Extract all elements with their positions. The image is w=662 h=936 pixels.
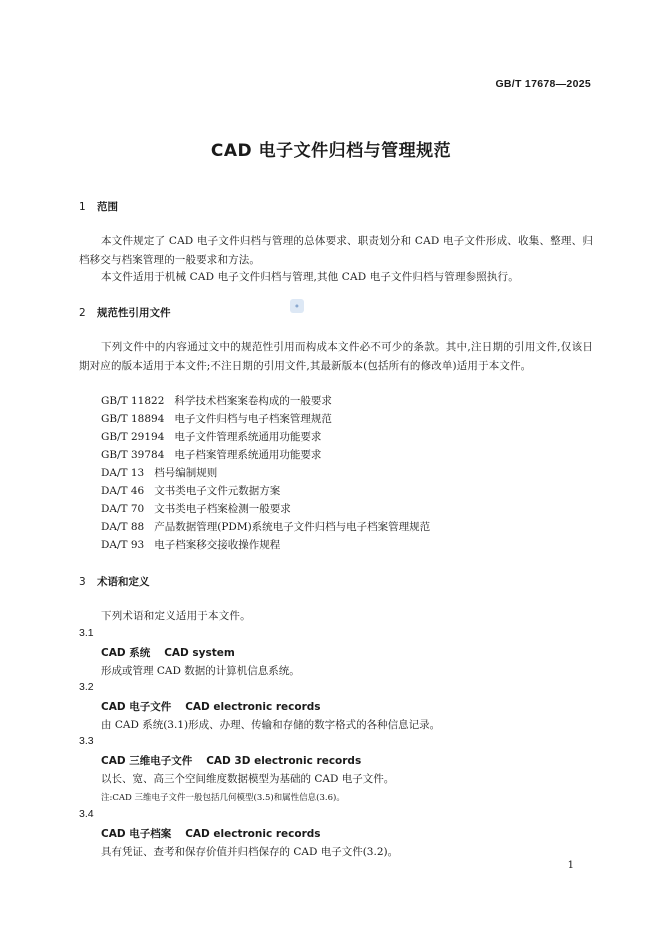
reference-title: 档号编制规则 [154, 467, 218, 479]
reference-item [101, 537, 280, 552]
term-name-en: CAD 3D electronic records [206, 755, 362, 767]
term-name [101, 645, 235, 660]
reference-item [101, 501, 291, 516]
reference-item [101, 429, 321, 444]
term-name-zh: CAD 电子档案 [101, 828, 172, 840]
reference-title: 电子文件管理系统通用功能要求 [174, 431, 322, 443]
section-title: 规范性引用文件 [97, 307, 171, 319]
section-title: 术语和定义 [97, 576, 150, 588]
term-number: 3.3 [79, 735, 94, 747]
reference-code: DA/T 13 [101, 467, 145, 479]
reference-item [101, 483, 280, 498]
reference-title: 科学技术档案案卷构成的一般要求 [174, 395, 332, 407]
reference-title: 电子档案管理系统通用功能要求 [174, 449, 322, 461]
page-number: 1 [567, 860, 574, 871]
section-2-heading [79, 305, 171, 320]
term-name [101, 699, 321, 714]
reference-title: 电子档案移交接收操作规程 [154, 539, 281, 551]
reference-title: 电子文件归档与电子档案管理规范 [174, 413, 332, 425]
reference-code: GB/T 18894 [101, 413, 165, 425]
section-3-heading [79, 574, 150, 589]
section-number: 3 [79, 576, 86, 588]
term-name-en: CAD system [164, 647, 235, 659]
reference-code: GB/T 11822 [101, 395, 165, 407]
term-name [101, 753, 361, 768]
term-name-zh: CAD 系统 [101, 647, 151, 659]
standard-id: GB/T 17678—2025 [495, 78, 591, 90]
reference-code: GB/T 39784 [101, 449, 165, 461]
section-1-paragraph-2: 本文件适用于机械 CAD 电子文件归档与管理,其他 CAD 电子文件归档与管理参照执行。 [101, 271, 519, 283]
reference-code: DA/T 70 [101, 503, 145, 515]
section-2-intro: 下列文件中的内容通过文中的规范性引用而构成本文件必不可少的条款。其中,注日期的引用文件,仅该日期对应的版本适用于本文件;不注日期的引用文件,其最新版本(包括所有的修改单)适用于本文件。 [79, 341, 593, 372]
term-number: 3.2 [79, 681, 94, 693]
term-definition: 由 CAD 系统(3.1)形成、办理、传输和存储的数字格式的各种信息记录。 [101, 719, 441, 731]
section-number: 2 [79, 307, 86, 319]
term-number: 3.4 [79, 808, 94, 820]
reference-title: 文书类电子档案检测一般要求 [154, 503, 291, 515]
reference-title: 文书类电子文件元数据方案 [154, 485, 281, 497]
reference-title: 产品数据管理(PDM)系统电子文件归档与电子档案管理规范 [154, 521, 431, 533]
reference-item [101, 519, 430, 534]
document-title: CAD 电子文件归档与管理规范 [210, 141, 452, 161]
reference-code: DA/T 93 [101, 539, 145, 551]
section-1-heading [79, 199, 118, 214]
term-name-zh: CAD 三维电子文件 [101, 755, 193, 767]
term-definition: 具有凭证、查考和保存价值并归档保存的 CAD 电子文件(3.2)。 [101, 846, 399, 858]
watermark-logo-icon: ● [290, 299, 304, 313]
term-number: 3.1 [79, 627, 94, 639]
reference-item [101, 447, 321, 462]
section-3-intro: 下列术语和定义适用于本文件。 [101, 610, 251, 622]
term-definition: 形成或管理 CAD 数据的计算机信息系统。 [101, 665, 300, 677]
section-title: 范围 [97, 201, 118, 213]
reference-item [101, 411, 332, 426]
term-note: 注:CAD 三维电子文件一般包括几何模型(3.5)和属性信息(3.6)。 [101, 793, 345, 803]
reference-code: GB/T 29194 [101, 431, 165, 443]
section-number: 1 [79, 201, 86, 213]
term-definition: 以长、宽、高三个空间维度数据模型为基础的 CAD 电子文件。 [101, 773, 395, 785]
term-name-zh: CAD 电子文件 [101, 701, 172, 713]
term-name-en: CAD electronic records [185, 701, 321, 713]
term-name-en: CAD electronic records [185, 828, 321, 840]
reference-code: DA/T 88 [101, 521, 145, 533]
reference-item [101, 393, 332, 408]
term-name [101, 826, 321, 841]
reference-code: DA/T 46 [101, 485, 145, 497]
section-1-paragraph-1: 本文件规定了 CAD 电子文件归档与管理的总体要求、职责划分和 CAD 电子文件形成、收集、整理、归档移交与档案管理的一般要求和方法。 [79, 235, 593, 266]
reference-item [101, 465, 217, 480]
